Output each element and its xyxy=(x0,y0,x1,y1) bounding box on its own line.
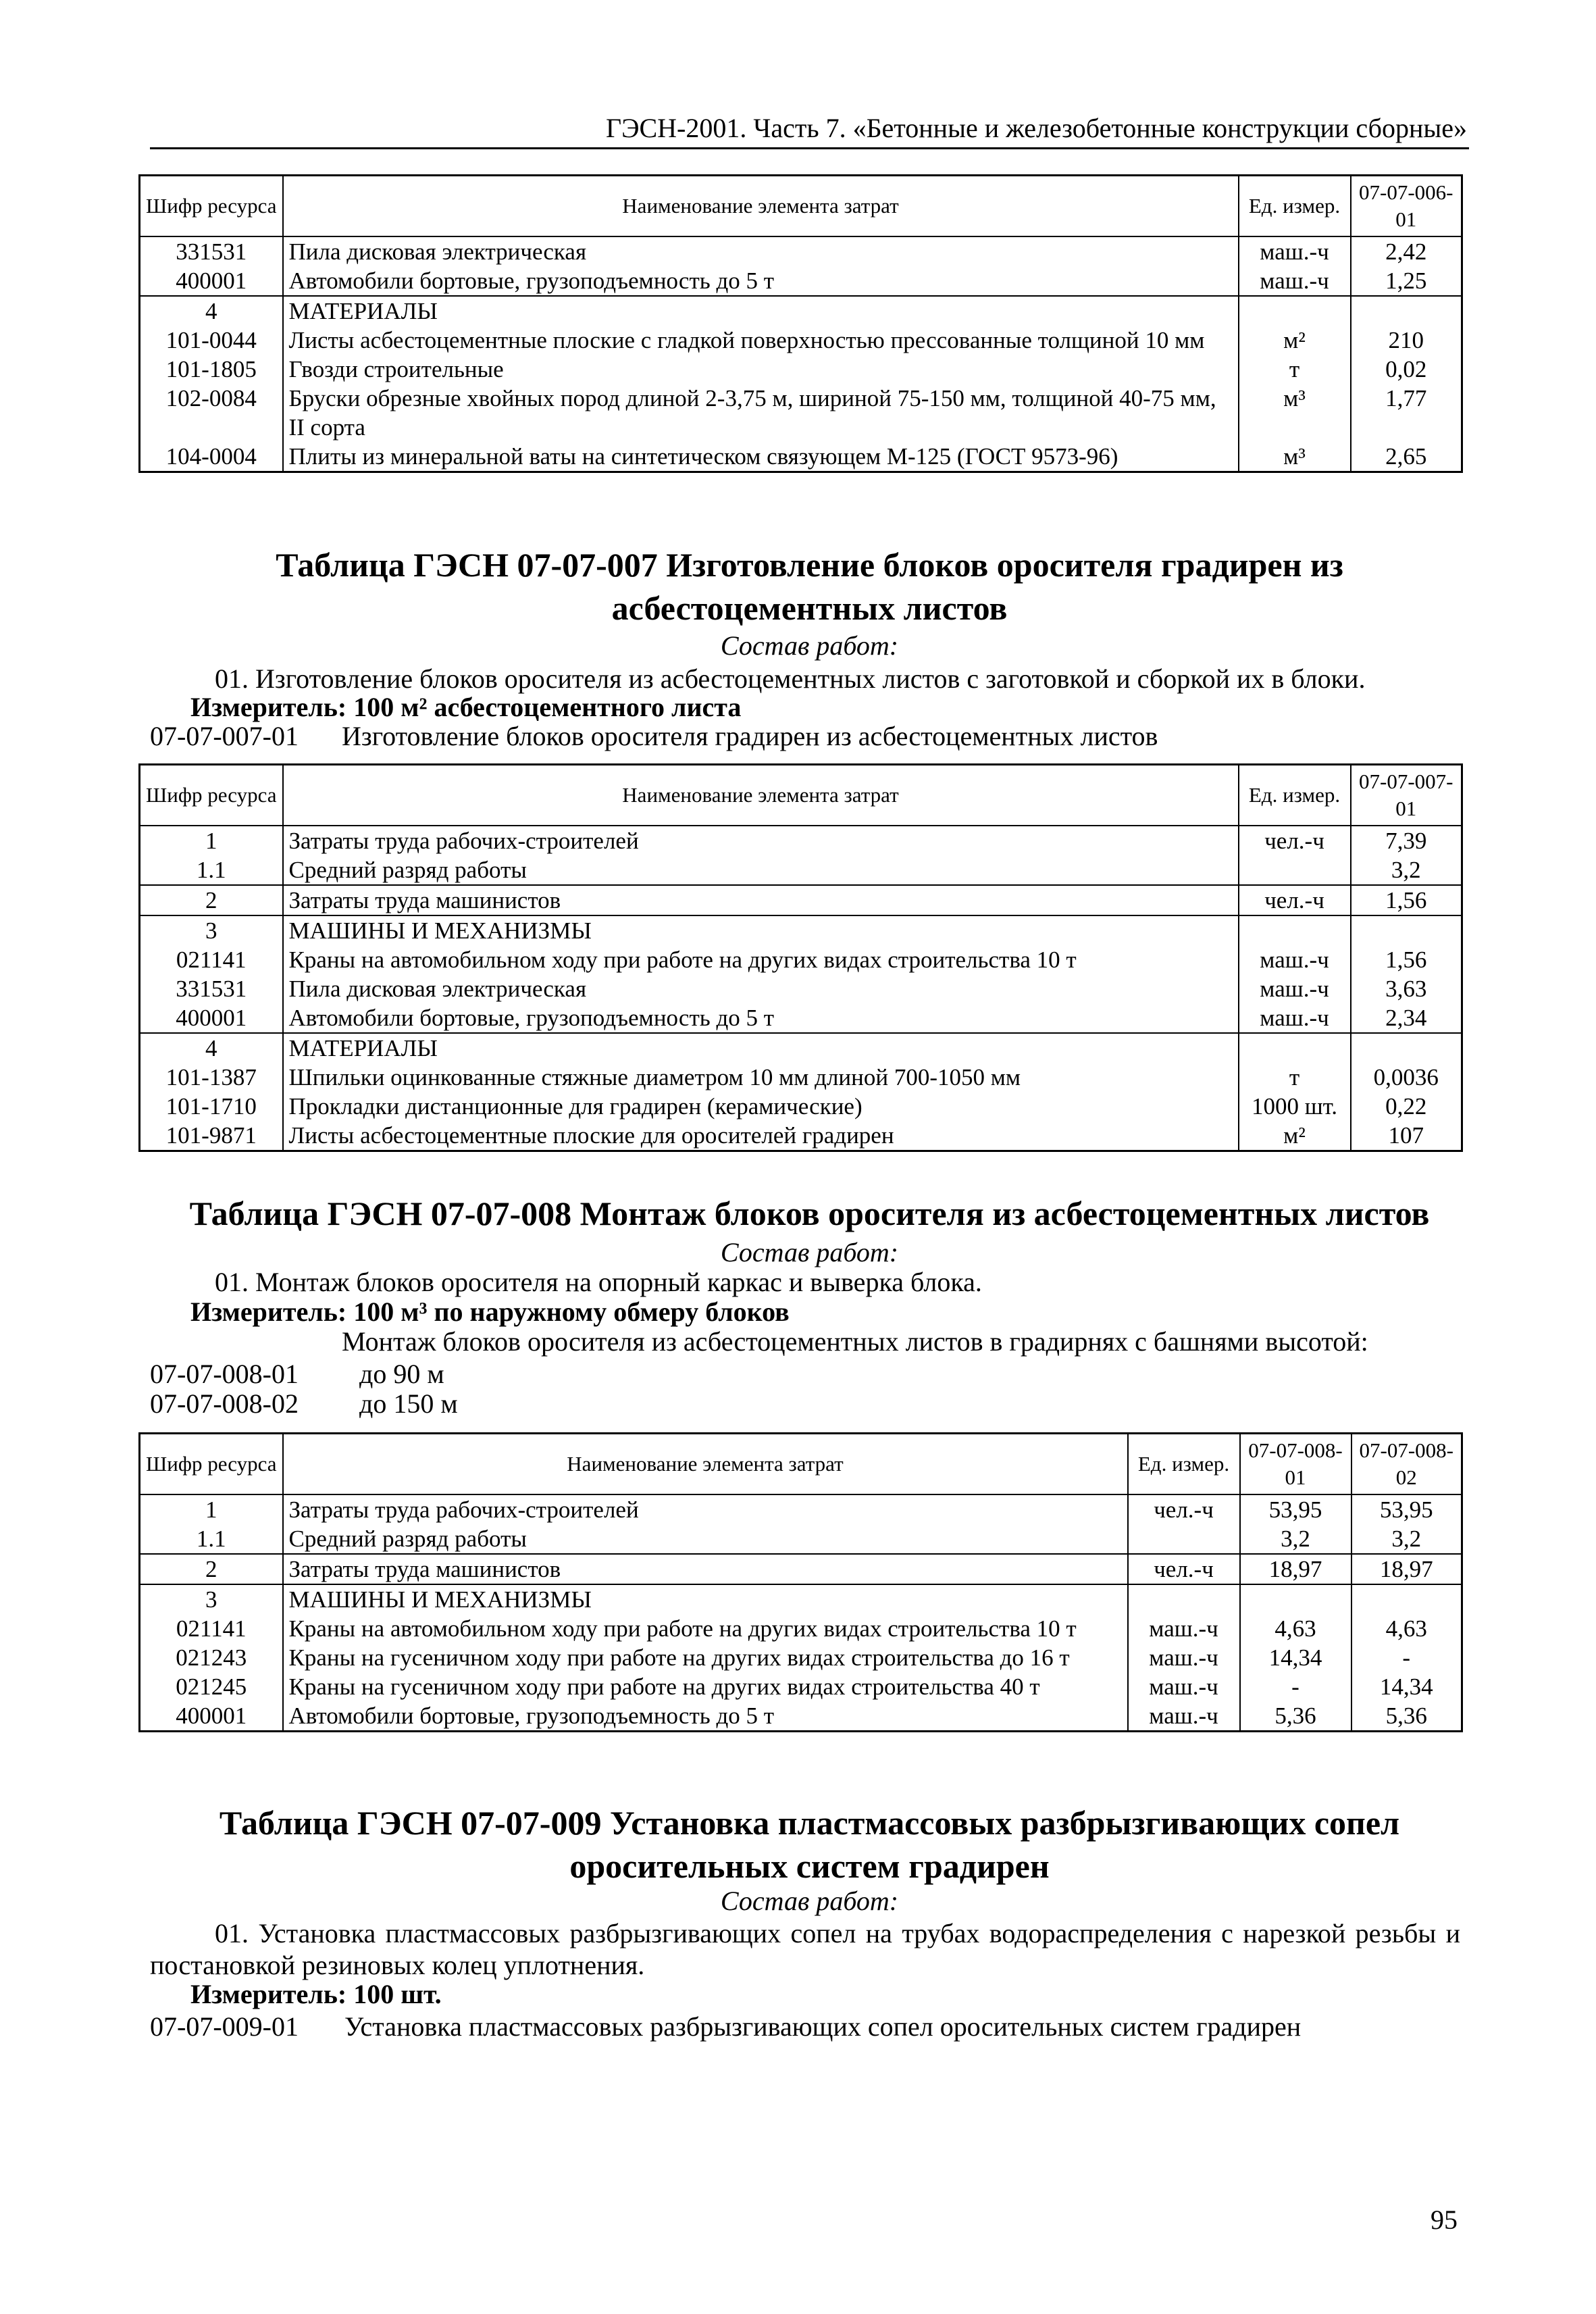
resource-value: 1,56 xyxy=(1351,945,1462,974)
resource-unit: чел.-ч xyxy=(1128,1554,1240,1584)
resource-table xyxy=(138,763,1463,1152)
resource-value xyxy=(1351,296,1462,326)
resource-code: 101-1387 xyxy=(140,1063,283,1092)
resource-code: 400001 xyxy=(140,266,283,296)
resource-value: 53,95 xyxy=(1240,1494,1352,1524)
resource-unit: чел.-ч xyxy=(1128,1494,1240,1524)
resource-unit xyxy=(1128,1584,1240,1614)
resource-table xyxy=(138,1432,1463,1732)
resource-table-008 xyxy=(138,1432,1461,1732)
resource-unit: маш.-ч xyxy=(1239,974,1351,1003)
resource-value: 1,77 xyxy=(1351,384,1462,442)
resource-name: Листы асбестоцементные плоские с гладкой поверхностью прессованные толщиной 10 мм xyxy=(283,326,1239,355)
resource-code: 2 xyxy=(140,885,283,915)
resource-name: Затраты труда машинистов xyxy=(283,1554,1128,1584)
resource-name: Затраты труда рабочих-строителей xyxy=(283,1494,1128,1524)
header-name: Наименование элемента затрат xyxy=(283,1434,1128,1495)
table-row xyxy=(140,1584,1462,1614)
meter-008: Измеритель: 100 м³ по наружному обмеру блоков xyxy=(190,1297,790,1327)
resource-value: 53,95 xyxy=(1352,1494,1462,1524)
resource-value xyxy=(1240,1584,1352,1614)
table-header-row xyxy=(140,1434,1462,1495)
resource-name: Краны на гусеничном ходу при работе на других видах строительства 40 т xyxy=(283,1672,1128,1701)
resource-unit: чел.-ч xyxy=(1239,885,1351,915)
page-number: 95 xyxy=(1431,2205,1458,2235)
resource-code: 101-9871 xyxy=(140,1121,283,1151)
resource-code: 101-0044 xyxy=(140,326,283,355)
resource-value: 0,22 xyxy=(1351,1092,1462,1121)
table-row xyxy=(140,1092,1462,1121)
resource-code: 3 xyxy=(140,915,283,945)
resource-value xyxy=(1351,1033,1462,1063)
table-row xyxy=(140,1672,1462,1701)
resource-code: 1 xyxy=(140,1494,283,1524)
work-item-008: 01. Монтаж блоков оросителя на опорный каркас и выверка блока. xyxy=(215,1267,982,1297)
resource-value: 4,63 xyxy=(1240,1614,1352,1643)
resource-name: Краны на гусеничном ходу при работе на других видах строительства до 16 т xyxy=(283,1643,1128,1672)
resource-name: Автомобили бортовые, грузоподъемность до 5 т xyxy=(283,1003,1239,1033)
table-row xyxy=(140,1701,1462,1732)
norm-name-008-02: до 150 м xyxy=(359,1388,458,1419)
table-row xyxy=(140,266,1462,296)
resource-value xyxy=(1352,1584,1462,1614)
resource-unit: маш.-ч xyxy=(1239,945,1351,974)
resource-unit xyxy=(1239,296,1351,326)
norm-code-007-01: 07-07-007-01 xyxy=(150,721,299,751)
work-composition-label-009: Состав работ: xyxy=(720,1886,899,1916)
work-item-009: 01. Установка пластмассовых разбрызгивающих сопел на трубах водораспределения с нарезкой резьбы и постановкой резиновых колец уплотнения. xyxy=(150,1918,1460,1980)
resource-code: 102-0084 xyxy=(140,384,283,442)
resource-name: Автомобили бортовые, грузоподъемность до 5 т xyxy=(283,1701,1128,1732)
resource-code: 4 xyxy=(140,296,283,326)
table-title-007: Таблица ГЭСН 07-07-007 Изготовление блоков оросителя градирен из асбестоцементных листов xyxy=(276,546,1343,627)
table-row xyxy=(140,1063,1462,1092)
table-title-008: Таблица ГЭСН 07-07-008 Монтаж блоков оросителя из асбестоцементных листов xyxy=(189,1194,1430,1232)
resource-value: 2,65 xyxy=(1351,442,1462,472)
resource-value: 107 xyxy=(1351,1121,1462,1151)
resource-name: Прокладки дистанционные для градирен (керамические) xyxy=(283,1092,1239,1121)
resource-unit xyxy=(1239,1033,1351,1063)
norm-code-009-01: 07-07-009-01 xyxy=(150,2011,299,2042)
table-row xyxy=(140,1554,1462,1584)
resource-value: 4,63 xyxy=(1352,1614,1462,1643)
resource-value: 18,97 xyxy=(1240,1554,1352,1584)
resource-value: 3,2 xyxy=(1352,1524,1462,1554)
norm-name-009-01: Установка пластмассовых разбрызгивающих сопел оросительных систем градирен xyxy=(344,2011,1302,2042)
resource-name: МАШИНЫ И МЕХАНИЗМЫ xyxy=(283,915,1239,945)
resource-code: 021141 xyxy=(140,945,283,974)
table-header-row xyxy=(140,765,1462,826)
resource-unit: т xyxy=(1239,355,1351,384)
resource-unit: чел.-ч xyxy=(1239,826,1351,855)
resource-value: 5,36 xyxy=(1352,1701,1462,1732)
header-name: Наименование элемента затрат xyxy=(283,765,1239,826)
resource-value: 2,34 xyxy=(1351,1003,1462,1033)
resource-unit: т xyxy=(1239,1063,1351,1092)
header-name: Наименование элемента затрат xyxy=(283,176,1239,237)
resource-code: 3 xyxy=(140,1584,283,1614)
resource-table-006 xyxy=(138,174,1461,473)
norm-code-008-02: 07-07-008-02 xyxy=(150,1388,299,1419)
table-row xyxy=(140,236,1462,266)
table-row xyxy=(140,296,1462,326)
resource-value: 5,36 xyxy=(1240,1701,1352,1732)
resource-unit: м³ xyxy=(1239,442,1351,472)
table-row xyxy=(140,1033,1462,1063)
resource-unit: м² xyxy=(1239,1121,1351,1151)
resource-name: Плиты из минеральной ваты на синтетическом связующем М-125 (ГОСТ 9573-96) xyxy=(283,442,1239,472)
running-header: ГЭСН-2001. Часть 7. «Бетонные и железобетонные конструкции сборные» xyxy=(605,113,1467,143)
resource-code: 400001 xyxy=(140,1003,283,1033)
table-row xyxy=(140,355,1462,384)
resource-name: Затраты труда рабочих-строителей xyxy=(283,826,1239,855)
resource-code: 331531 xyxy=(140,236,283,266)
header-unit: Ед. измер. xyxy=(1239,176,1351,237)
resource-code: 101-1710 xyxy=(140,1092,283,1121)
resource-table-007 xyxy=(138,763,1461,1152)
resource-name: МАШИНЫ И МЕХАНИЗМЫ xyxy=(283,1584,1128,1614)
resource-value: - xyxy=(1352,1643,1462,1672)
header-code: Шифр ресурса xyxy=(140,1434,283,1495)
resource-value: 1,25 xyxy=(1351,266,1462,296)
norm-code-008-01: 07-07-008-01 xyxy=(150,1359,299,1389)
resource-unit: маш.-ч xyxy=(1239,236,1351,266)
resource-value: 210 xyxy=(1351,326,1462,355)
resource-name: Пила дисковая электрическая xyxy=(283,974,1239,1003)
resource-value xyxy=(1351,915,1462,945)
resource-code: 1 xyxy=(140,826,283,855)
table-row xyxy=(140,974,1462,1003)
resource-value: 14,34 xyxy=(1240,1643,1352,1672)
norm-name-008-01: до 90 м xyxy=(359,1359,444,1389)
resource-value: 1,56 xyxy=(1351,885,1462,915)
resource-value: 18,97 xyxy=(1352,1554,1462,1584)
resource-code: 400001 xyxy=(140,1701,283,1732)
header-code: Шифр ресурса xyxy=(140,176,283,237)
table-title-009: Таблица ГЭСН 07-07-009 Установка пластмассовых разбрызгивающих сопел оросительных систем градирен xyxy=(219,1804,1400,1885)
table-row xyxy=(140,855,1462,885)
resource-code: 1.1 xyxy=(140,1524,283,1554)
table-row xyxy=(140,1494,1462,1524)
resource-code: 2 xyxy=(140,1554,283,1584)
work-composition-label-007: Состав работ: xyxy=(720,630,899,661)
table-header-row xyxy=(140,176,1462,237)
resource-code: 021243 xyxy=(140,1643,283,1672)
resource-code: 101-1805 xyxy=(140,355,283,384)
resource-name: Листы асбестоцементные плоские для оросителей градирен xyxy=(283,1121,1239,1151)
resource-name: Средний разряд работы xyxy=(283,855,1239,885)
resource-code: 021141 xyxy=(140,1614,283,1643)
resource-name: Затраты труда машинистов xyxy=(283,885,1239,915)
table-row xyxy=(140,945,1462,974)
resource-value: 7,39 xyxy=(1351,826,1462,855)
resource-name: Гвозди строительные xyxy=(283,355,1239,384)
resource-value: 3,2 xyxy=(1240,1524,1352,1554)
resource-value: 0,02 xyxy=(1351,355,1462,384)
table-row xyxy=(140,1643,1462,1672)
resource-unit: маш.-ч xyxy=(1128,1643,1240,1672)
resource-code: 021245 xyxy=(140,1672,283,1701)
resource-name: Шпильки оцинкованные стяжные диаметром 10 мм длиной 700-1050 мм xyxy=(283,1063,1239,1092)
norm-intro-008: Монтаж блоков оросителя из асбестоцементных листов в градирнях с башнями высотой: xyxy=(342,1326,1368,1357)
work-composition-label-008: Состав работ: xyxy=(720,1237,899,1267)
header-norm-id: 07-07-007-01 xyxy=(1351,765,1462,826)
resource-value: 2,42 xyxy=(1351,236,1462,266)
resource-unit: м² xyxy=(1239,326,1351,355)
resource-code: 331531 xyxy=(140,974,283,1003)
resource-name: МАТЕРИАЛЫ xyxy=(283,1033,1239,1063)
work-item-007: 01. Изготовление блоков оросителя из асбестоцементных листов с заготовкой и сборкой их в блоки. xyxy=(215,663,1366,694)
table-row xyxy=(140,1121,1462,1151)
table-row xyxy=(140,885,1462,915)
resource-unit: маш.-ч xyxy=(1239,1003,1351,1033)
resource-name: Средний разряд работы xyxy=(283,1524,1128,1554)
table-row xyxy=(140,826,1462,855)
header-rule xyxy=(150,147,1469,149)
header-unit: Ед. измер. xyxy=(1128,1434,1240,1495)
resource-unit: маш.-ч xyxy=(1128,1672,1240,1701)
resource-name: Бруски обрезные хвойных пород длиной 2-3,75 м, шириной 75-150 мм, толщиной 40-75 мм, II сорта xyxy=(283,384,1239,442)
resource-value: - xyxy=(1240,1672,1352,1701)
resource-unit xyxy=(1128,1524,1240,1554)
resource-name: МАТЕРИАЛЫ xyxy=(283,296,1239,326)
resource-value: 0,0036 xyxy=(1351,1063,1462,1092)
resource-table xyxy=(138,174,1463,473)
header-code: Шифр ресурса xyxy=(140,765,283,826)
table-row xyxy=(140,384,1462,442)
meter-009: Измеритель: 100 шт. xyxy=(190,1979,442,2009)
resource-name: Краны на автомобильном ходу при работе на других видах строительства 10 т xyxy=(283,1614,1128,1643)
table-row xyxy=(140,915,1462,945)
resource-code: 1.1 xyxy=(140,855,283,885)
resource-name: Автомобили бортовые, грузоподъемность до 5 т xyxy=(283,266,1239,296)
resource-unit: маш.-ч xyxy=(1239,266,1351,296)
resource-value: 3,2 xyxy=(1351,855,1462,885)
resource-unit: маш.-ч xyxy=(1128,1701,1240,1732)
header-norm-id: 07-07-008-02 xyxy=(1352,1434,1462,1495)
resource-value: 14,34 xyxy=(1352,1672,1462,1701)
resource-unit xyxy=(1239,915,1351,945)
header-norm-id: 07-07-006-01 xyxy=(1351,176,1462,237)
header-unit: Ед. измер. xyxy=(1239,765,1351,826)
resource-unit xyxy=(1239,855,1351,885)
resource-value: 3,63 xyxy=(1351,974,1462,1003)
table-row xyxy=(140,1003,1462,1033)
resource-unit: маш.-ч xyxy=(1128,1614,1240,1643)
resource-name: Краны на автомобильном ходу при работе на других видах строительства 10 т xyxy=(283,945,1239,974)
norm-name-007-01: Изготовление блоков оросителя градирен из асбестоцементных листов xyxy=(342,721,1158,751)
resource-code: 104-0004 xyxy=(140,442,283,472)
table-row xyxy=(140,1524,1462,1554)
resource-unit: м³ xyxy=(1239,384,1351,442)
header-norm-id: 07-07-008-01 xyxy=(1240,1434,1352,1495)
resource-code: 4 xyxy=(140,1033,283,1063)
resource-name: Пила дисковая электрическая xyxy=(283,236,1239,266)
table-row xyxy=(140,1614,1462,1643)
meter-007: Измеритель: 100 м² асбестоцементного листа xyxy=(190,692,742,722)
table-row xyxy=(140,326,1462,355)
table-row xyxy=(140,442,1462,472)
resource-unit: 1000 шт. xyxy=(1239,1092,1351,1121)
